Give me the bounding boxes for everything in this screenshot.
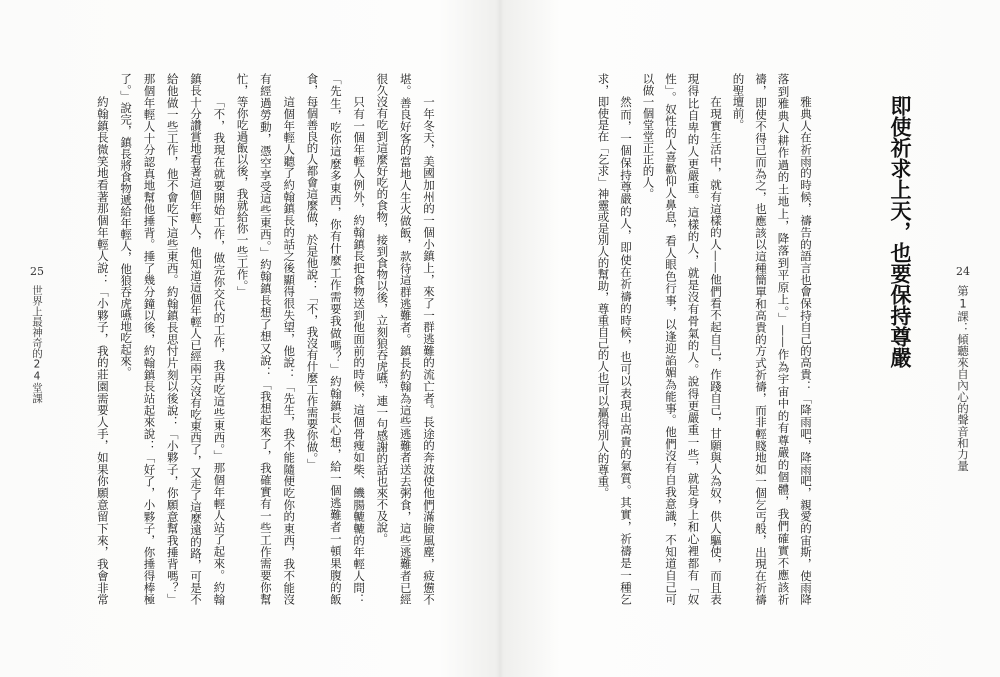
body-line: 給他做一些工作，他不會吃下這些東西。約翰鎮長思忖片刻以後說：「小夥子，你願意幫我捶背嗎？」: [165, 73, 180, 605]
body-line: 忙，等你吃過飯以後，我就給你一些工作。」: [235, 73, 250, 298]
running-head: 第1課：傾聽來自內心的聲音和力量: [956, 285, 970, 472]
running-head: 世界上最神奇的24堂課: [31, 285, 43, 404]
body-line: 了。」說完，鎮長將食物遞給年輕人，他狼吞虎嚥地吃起來。: [119, 73, 134, 378]
body-line: 有經過勞動，憑空享受這些東西。」約翰鎮長想了想又說：「我想起來了，我確實有一些工作需要你幫: [258, 73, 273, 605]
body-line: 食，每個善良的人都會這麼做，於是他說：「不，我沒有什麼工作需要你做。」: [305, 73, 320, 470]
body-line: 以做一個堂堂正正的人。: [641, 73, 656, 200]
body-line: 一年冬天，美國加州的一個小鎮上，來了一群逃難的流亡者。長途的奔波使他們滿臉風塵，疲憊不: [422, 96, 436, 605]
body-line: 性」。奴性的人喜歡仰人鼻息，看人眼色行事，以逢迎諂媚為能事。他們沒有自我意識，不知道自己可: [664, 73, 678, 605]
page-number: 25: [30, 265, 44, 278]
body-line: 只有一個年輕人例外，約翰鎮長把食物送到他面前的時候，這個骨瘦如柴、饑腸轆轆的年輕人問：: [352, 96, 367, 605]
body-line: 的聖壇前。: [731, 73, 746, 131]
chapter-title: 即使祈求上天，也要保持尊嚴: [888, 95, 912, 368]
body-text: [592, 73, 817, 605]
body-line: 「不，我現在就要開始工作，做完你交代的工作，我再吃這些東西。」那個年輕人站了起來。約翰: [212, 96, 227, 605]
body-line: 堪。善良好客的當地人生火做飯，款待這群逃難者。鎮長約翰為這些逃難者送去粥食，這些逃難者已經: [398, 73, 413, 605]
body-line: 現得比自卑的人更嚴重。這樣的人，就是沒有骨氣的人。說得更嚴重一些，就是身上和心裡都有「奴: [686, 73, 701, 605]
body-line: 禱，即使不得已而為之，也應該以這種簡單和高貴的方式祈禱，而非輕賤地如一個乞丐般，出現在祈禱: [754, 73, 768, 605]
body-line: 落到雅典人耕作過的土地上，降落到平原上。」——作為宇宙中的有尊嚴的個體，我們確實不應該祈: [776, 73, 791, 605]
body-line: 「先生，吃你這麼多東西，你有什麼工作需要我做嗎？」約翰鎮長心想，給一個逃難者一頓果腹的飯: [328, 73, 343, 605]
body-line: 約翰鎮長微笑地看著那個年輕人說：「小夥子，我的莊園需要人手，如果你願意留下來，我會非常: [95, 96, 110, 605]
body-line: 鎮長十分讚賞地看著這個年輕人，他知道這個年輕人已經兩天沒有吃東西了，又走了這麼遠的路，可是不: [189, 73, 204, 605]
body-line: 然而，一個保持尊嚴的人，即使在祈禱的時候，也可以表現出高貴的氣質。其實，祈禱是一種乞: [619, 96, 633, 605]
right-page: [500, 0, 1000, 677]
body-line: 在現實生活中，就有這樣的人——他們看不起自己，作踐自己，甘願與人為奴，供人驅使，而且表: [709, 96, 723, 605]
body-line: 雅典人在祈雨的時候，禱告的語言也會保持自己的高貴：「降雨吧，降雨吧，親愛的宙斯，使雨降: [799, 96, 813, 605]
body-line: 那個年輕人十分認真地幫他捶背。捶了幾分鐘以後，約翰鎮長站起來說：「好了，小夥子，你捶得棒極: [142, 73, 157, 605]
body-text: [90, 73, 440, 605]
body-line: 很久沒有吃到這麼好吃的食物，接到食物以後，立刻狼吞虎嚥，連一句感謝的話也來不及說。: [375, 73, 390, 545]
body-line: 這個年輕人聽了約翰鎮長的話之後顯得很失望，他說：「先生，我不能隨便吃你的東西，我不能沒: [282, 96, 297, 605]
page-number: 24: [956, 265, 970, 278]
body-line: 求，即使是在「乞求」神靈或是別人的幫助，尊重自己的人也可以贏得別人的尊重。: [596, 73, 611, 499]
